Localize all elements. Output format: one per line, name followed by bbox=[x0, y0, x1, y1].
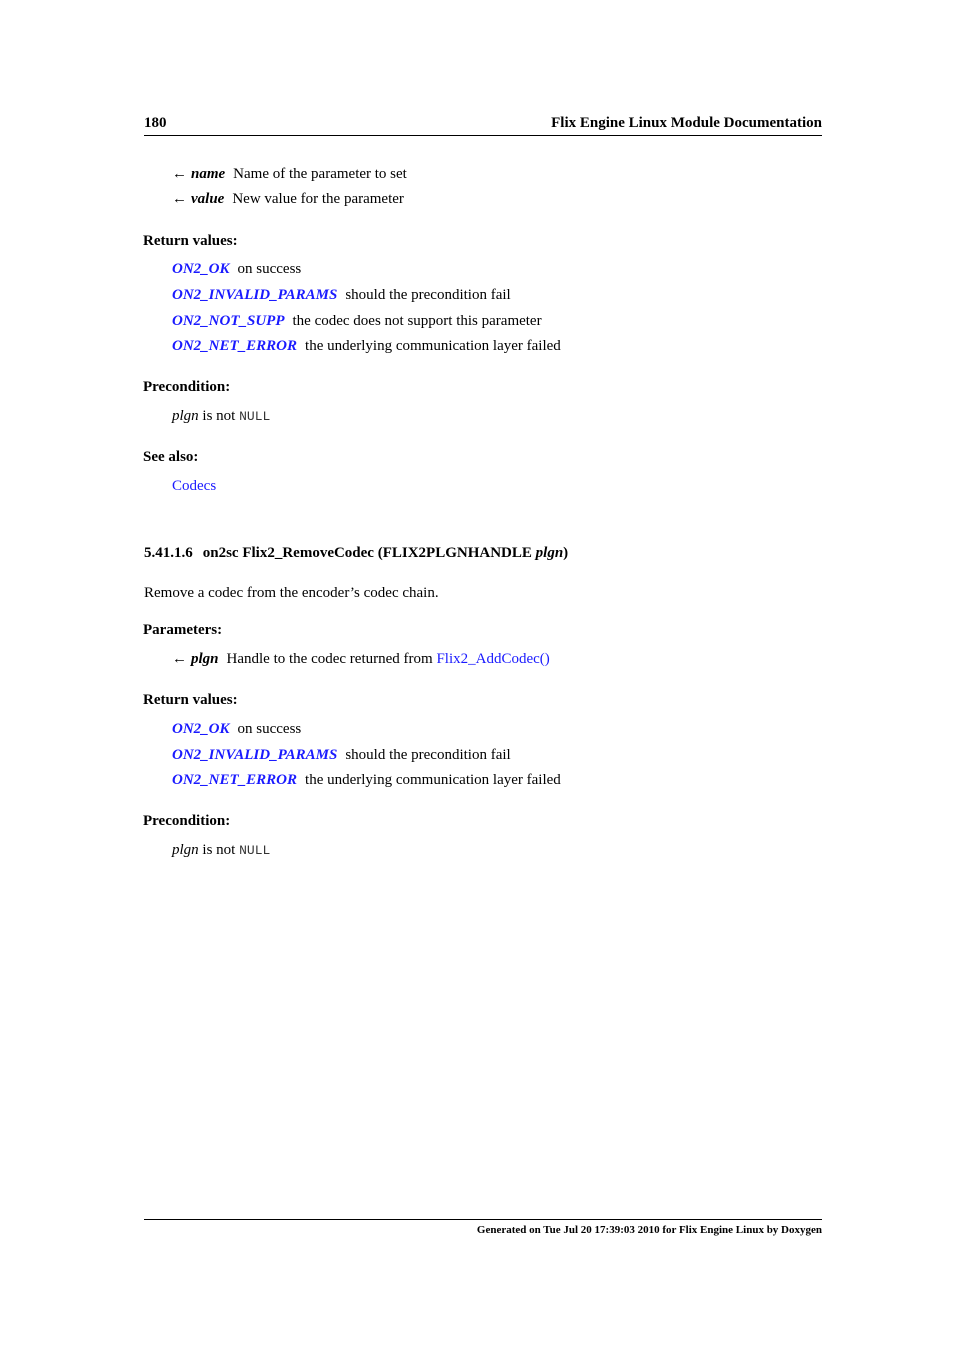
return-code-link[interactable]: ON2_NET_ERROR bbox=[172, 338, 298, 354]
return-value-row bbox=[172, 336, 561, 356]
function-description: Remove a codec from the encoder’s codec chain. bbox=[144, 585, 439, 601]
param-row bbox=[172, 189, 404, 209]
precondition-variable: plgn bbox=[172, 842, 199, 858]
precondition-text bbox=[172, 406, 270, 427]
input-arrow-icon: ← bbox=[172, 651, 187, 667]
precondition-text bbox=[172, 840, 270, 861]
precondition-value: NULL bbox=[239, 409, 271, 424]
return-description: should the precondition fail bbox=[345, 747, 511, 763]
return-value-row bbox=[172, 259, 301, 279]
document-title: Flix Engine Linux Module Documentation bbox=[551, 115, 822, 131]
precondition-heading: Precondition: bbox=[143, 813, 231, 829]
param-name: name bbox=[191, 166, 226, 182]
return-description: should the precondition fail bbox=[345, 287, 511, 303]
return-value-row bbox=[172, 719, 301, 739]
return-values-heading: Return values: bbox=[143, 692, 238, 708]
return-description: the underlying communication layer failed bbox=[305, 772, 561, 788]
precondition-value: NULL bbox=[239, 843, 271, 858]
return-values-heading: Return values: bbox=[143, 233, 238, 249]
function-param: plgn bbox=[535, 545, 564, 561]
function-close-paren: ) bbox=[563, 545, 569, 561]
return-code-link[interactable]: ON2_OK bbox=[172, 261, 230, 277]
add-codec-link[interactable]: Flix2_AddCodec() bbox=[436, 651, 550, 667]
function-signature: on2sc Flix2_RemoveCodec (FLIX2PLGNHANDLE bbox=[202, 545, 532, 561]
parameters-heading: Parameters: bbox=[143, 622, 223, 638]
param-description: Handle to the codec returned from bbox=[226, 651, 433, 667]
param-row bbox=[172, 164, 407, 184]
return-description: the codec does not support this parameter bbox=[292, 313, 542, 329]
return-code-link[interactable]: ON2_NOT_SUPP bbox=[172, 313, 285, 329]
return-value-row bbox=[172, 745, 511, 765]
section-number: 5.41.1.6 bbox=[144, 545, 193, 561]
return-code-link[interactable]: ON2_NET_ERROR bbox=[172, 772, 298, 788]
return-value-row bbox=[172, 285, 511, 305]
footer-divider bbox=[144, 1219, 822, 1220]
return-code-link[interactable]: ON2_INVALID_PARAMS bbox=[172, 747, 338, 763]
codecs-link[interactable]: Codecs bbox=[172, 478, 217, 494]
param-row bbox=[172, 649, 550, 669]
precondition-phrase: is not bbox=[202, 408, 236, 424]
page-number: 180 bbox=[144, 115, 167, 131]
footer-text: Generated on Tue Jul 20 17:39:03 2010 for Flix Engine Linux by Doxygen bbox=[476, 1224, 822, 1236]
page-header bbox=[144, 113, 822, 136]
precondition-variable: plgn bbox=[172, 408, 199, 424]
input-arrow-icon: ← bbox=[172, 191, 187, 207]
return-description: the underlying communication layer failed bbox=[305, 338, 561, 354]
precondition-phrase: is not bbox=[202, 842, 236, 858]
return-value-row bbox=[172, 770, 561, 790]
see-also-row bbox=[172, 476, 216, 496]
return-value-row bbox=[172, 311, 542, 331]
return-code-link[interactable]: ON2_OK bbox=[172, 721, 230, 737]
return-code-link[interactable]: ON2_INVALID_PARAMS bbox=[172, 287, 338, 303]
return-description: on success bbox=[237, 721, 302, 737]
param-description: New value for the parameter bbox=[232, 191, 404, 207]
see-also-heading: See also: bbox=[143, 449, 199, 465]
param-name: plgn bbox=[191, 651, 219, 667]
input-arrow-icon: ← bbox=[172, 166, 187, 182]
precondition-heading: Precondition: bbox=[143, 379, 231, 395]
param-name: value bbox=[191, 191, 225, 207]
param-description: Name of the parameter to set bbox=[233, 166, 407, 182]
function-heading bbox=[144, 543, 568, 563]
return-description: on success bbox=[237, 261, 302, 277]
